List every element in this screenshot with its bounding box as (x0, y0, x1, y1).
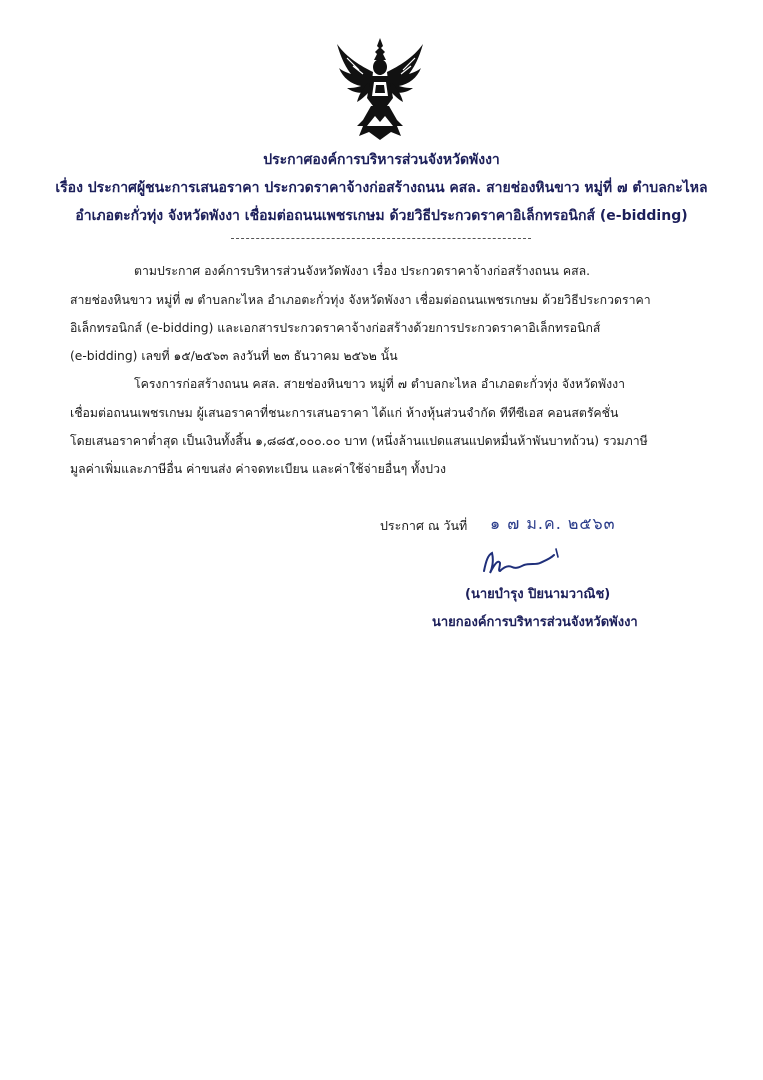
paragraph-2-line-1: โครงการก่อสร้างถนน คสล. สายช่องหินขาว หมู่ที่ ๗ ตำบลกะไหล อำเภอตะกั่วทุ่ง จังหวัดพังงา (134, 377, 626, 391)
signature-icon (478, 541, 588, 581)
signer-title: นายกองค์การบริหารส่วนจังหวัดพังงา (432, 615, 638, 630)
paragraph-2-line-3: โดยเสนอราคาต่ำสุด เป็นเงินทั้งสิ้น ๑,๘๘๕,๐๐๐.๐๐ บาท (หนึ่งล้านแปดแสนแปดหมื่นห้าพันบาทถ้วน) รวมภาษี (70, 434, 648, 448)
paragraph-1-line-2: สายช่องหินขาว หมู่ที่ ๗ ตำบลกะไหล อำเภอตะกั่วทุ่ง จังหวัดพังงา เชื่อมต่อถนนเพชรเกษม ด้วยวิธีประกวดราคา (70, 293, 651, 307)
subject-line-1: เรื่อง ประกาศผู้ชนะการเสนอราคา ประกวดราคาจ้างก่อสร้างถนน คสล. สายช่องหินขาว หมู่ที่ ๗ ตำบลกะไหล (55, 180, 708, 196)
divider (231, 238, 531, 239)
paragraph-2-line-4: มูลค่าเพิ่มและภาษีอื่น ค่าขนส่ง ค่าจดทะเบียน และค่าใช้จ่ายอื่นๆ ทั้งปวง (70, 462, 446, 476)
signer-name: (นายบำรุง ปิยนามวาณิช) (465, 587, 611, 602)
announcement-label: ประกาศ ณ วันที่ (380, 518, 468, 533)
paragraph-1-line-1: ตามประกาศ องค์การบริหารส่วนจังหวัดพังงา เรื่อง ประกวดราคาจ้างก่อสร้างถนน คสล. (134, 264, 591, 278)
paragraph-2-line-2: เชื่อมต่อถนนเพชรเกษม ผู้เสนอราคาที่ชนะการเสนอราคา ได้แก่ ห้างหุ้นส่วนจำกัด ทีทีซีเอส คอนสตรัคชั่น (70, 406, 619, 420)
paragraph-1-line-4: (e-bidding) เลขที่ ๑๕/๒๕๖๓ ลงวันที่ ๒๓ ธันวาคม ๒๕๖๒ นั้น (70, 349, 398, 363)
paragraph-1-line-3: อิเล็กทรอนิกส์ (e-bidding) และเอกสารประกวดราคาจ้างก่อสร้างด้วยการประกวดราคาอิเล็กทรอนิกส์ (70, 321, 601, 335)
issuer-heading: ประกาศองค์การบริหารส่วนจังหวัดพังงา (263, 152, 500, 168)
announcement-date: ๑ ๗ ม.ค. ๒๕๖๓ (490, 514, 616, 533)
subject-line-2: อำเภอตะกั่วทุ่ง จังหวัดพังงา เชื่อมต่อถนนเพชรเกษม ด้วยวิธีประกวดราคาอิเล็กทรอนิกส์ (e-bidding) (75, 208, 688, 224)
garuda-icon (333, 36, 427, 142)
